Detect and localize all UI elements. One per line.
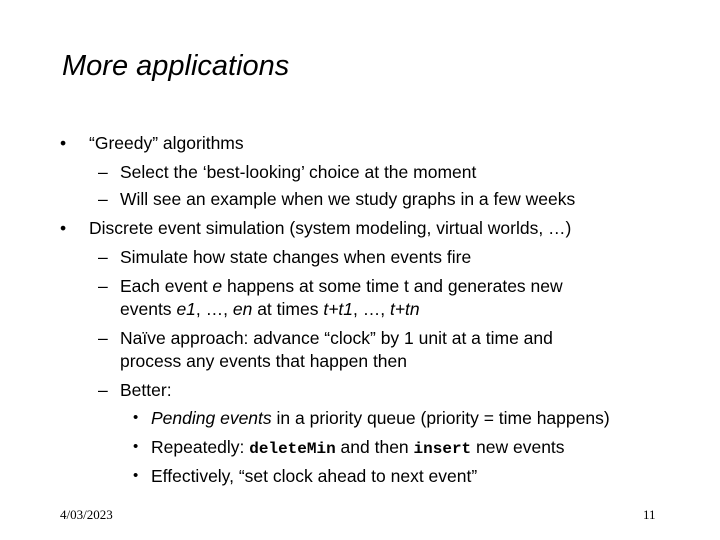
- item-better: Better:: [120, 380, 172, 400]
- bullet-l1: •: [60, 218, 67, 238]
- bullet-l3: •: [133, 438, 139, 455]
- code-insert: insert: [413, 440, 472, 458]
- item-greedy-sub1: Select the ‘best-looking’ choice at the moment: [120, 162, 477, 182]
- code-deletemin: deleteMin: [249, 440, 336, 458]
- bullet-l2: –: [98, 380, 108, 400]
- item-greedy: “Greedy” algorithms: [89, 133, 244, 153]
- item-naive-line1: Naïve approach: advance “clock” by 1 unit at a time and: [120, 328, 553, 348]
- footer-page-number: 11: [643, 507, 656, 522]
- bullet-l3: •: [133, 467, 139, 484]
- slide-title: More applications: [62, 50, 290, 82]
- item-greedy-sub2: Will see an example when we study graphs in a few weeks: [120, 189, 576, 209]
- item-discrete: Discrete event simulation (system modeling, virtual worlds, …): [89, 218, 572, 238]
- bullet-l3: •: [133, 409, 139, 426]
- bullet-l2: –: [98, 247, 108, 267]
- item-each-event-line2: events e1, …, en at times t+t1, …, t+tn: [120, 299, 420, 319]
- bullet-l2: –: [98, 162, 108, 182]
- footer-date: 4/03/2023: [60, 507, 113, 522]
- bullet-l2: –: [98, 189, 108, 209]
- item-repeatedly: Repeatedly: deleteMin and then insert new events: [151, 437, 565, 458]
- item-each-event-line1: Each event e happens at some time t and generates new: [120, 276, 563, 296]
- item-naive-line2: process any events that happen then: [120, 351, 408, 371]
- bullet-l1: •: [60, 133, 67, 153]
- item-simulate: Simulate how state changes when events fire: [120, 247, 472, 267]
- bullet-l2: –: [98, 276, 108, 296]
- item-pending: Pending events in a priority queue (priority = time happens): [151, 408, 610, 428]
- item-effectively: Effectively, “set clock ahead to next event”: [151, 466, 478, 486]
- bullet-l2: –: [98, 328, 108, 348]
